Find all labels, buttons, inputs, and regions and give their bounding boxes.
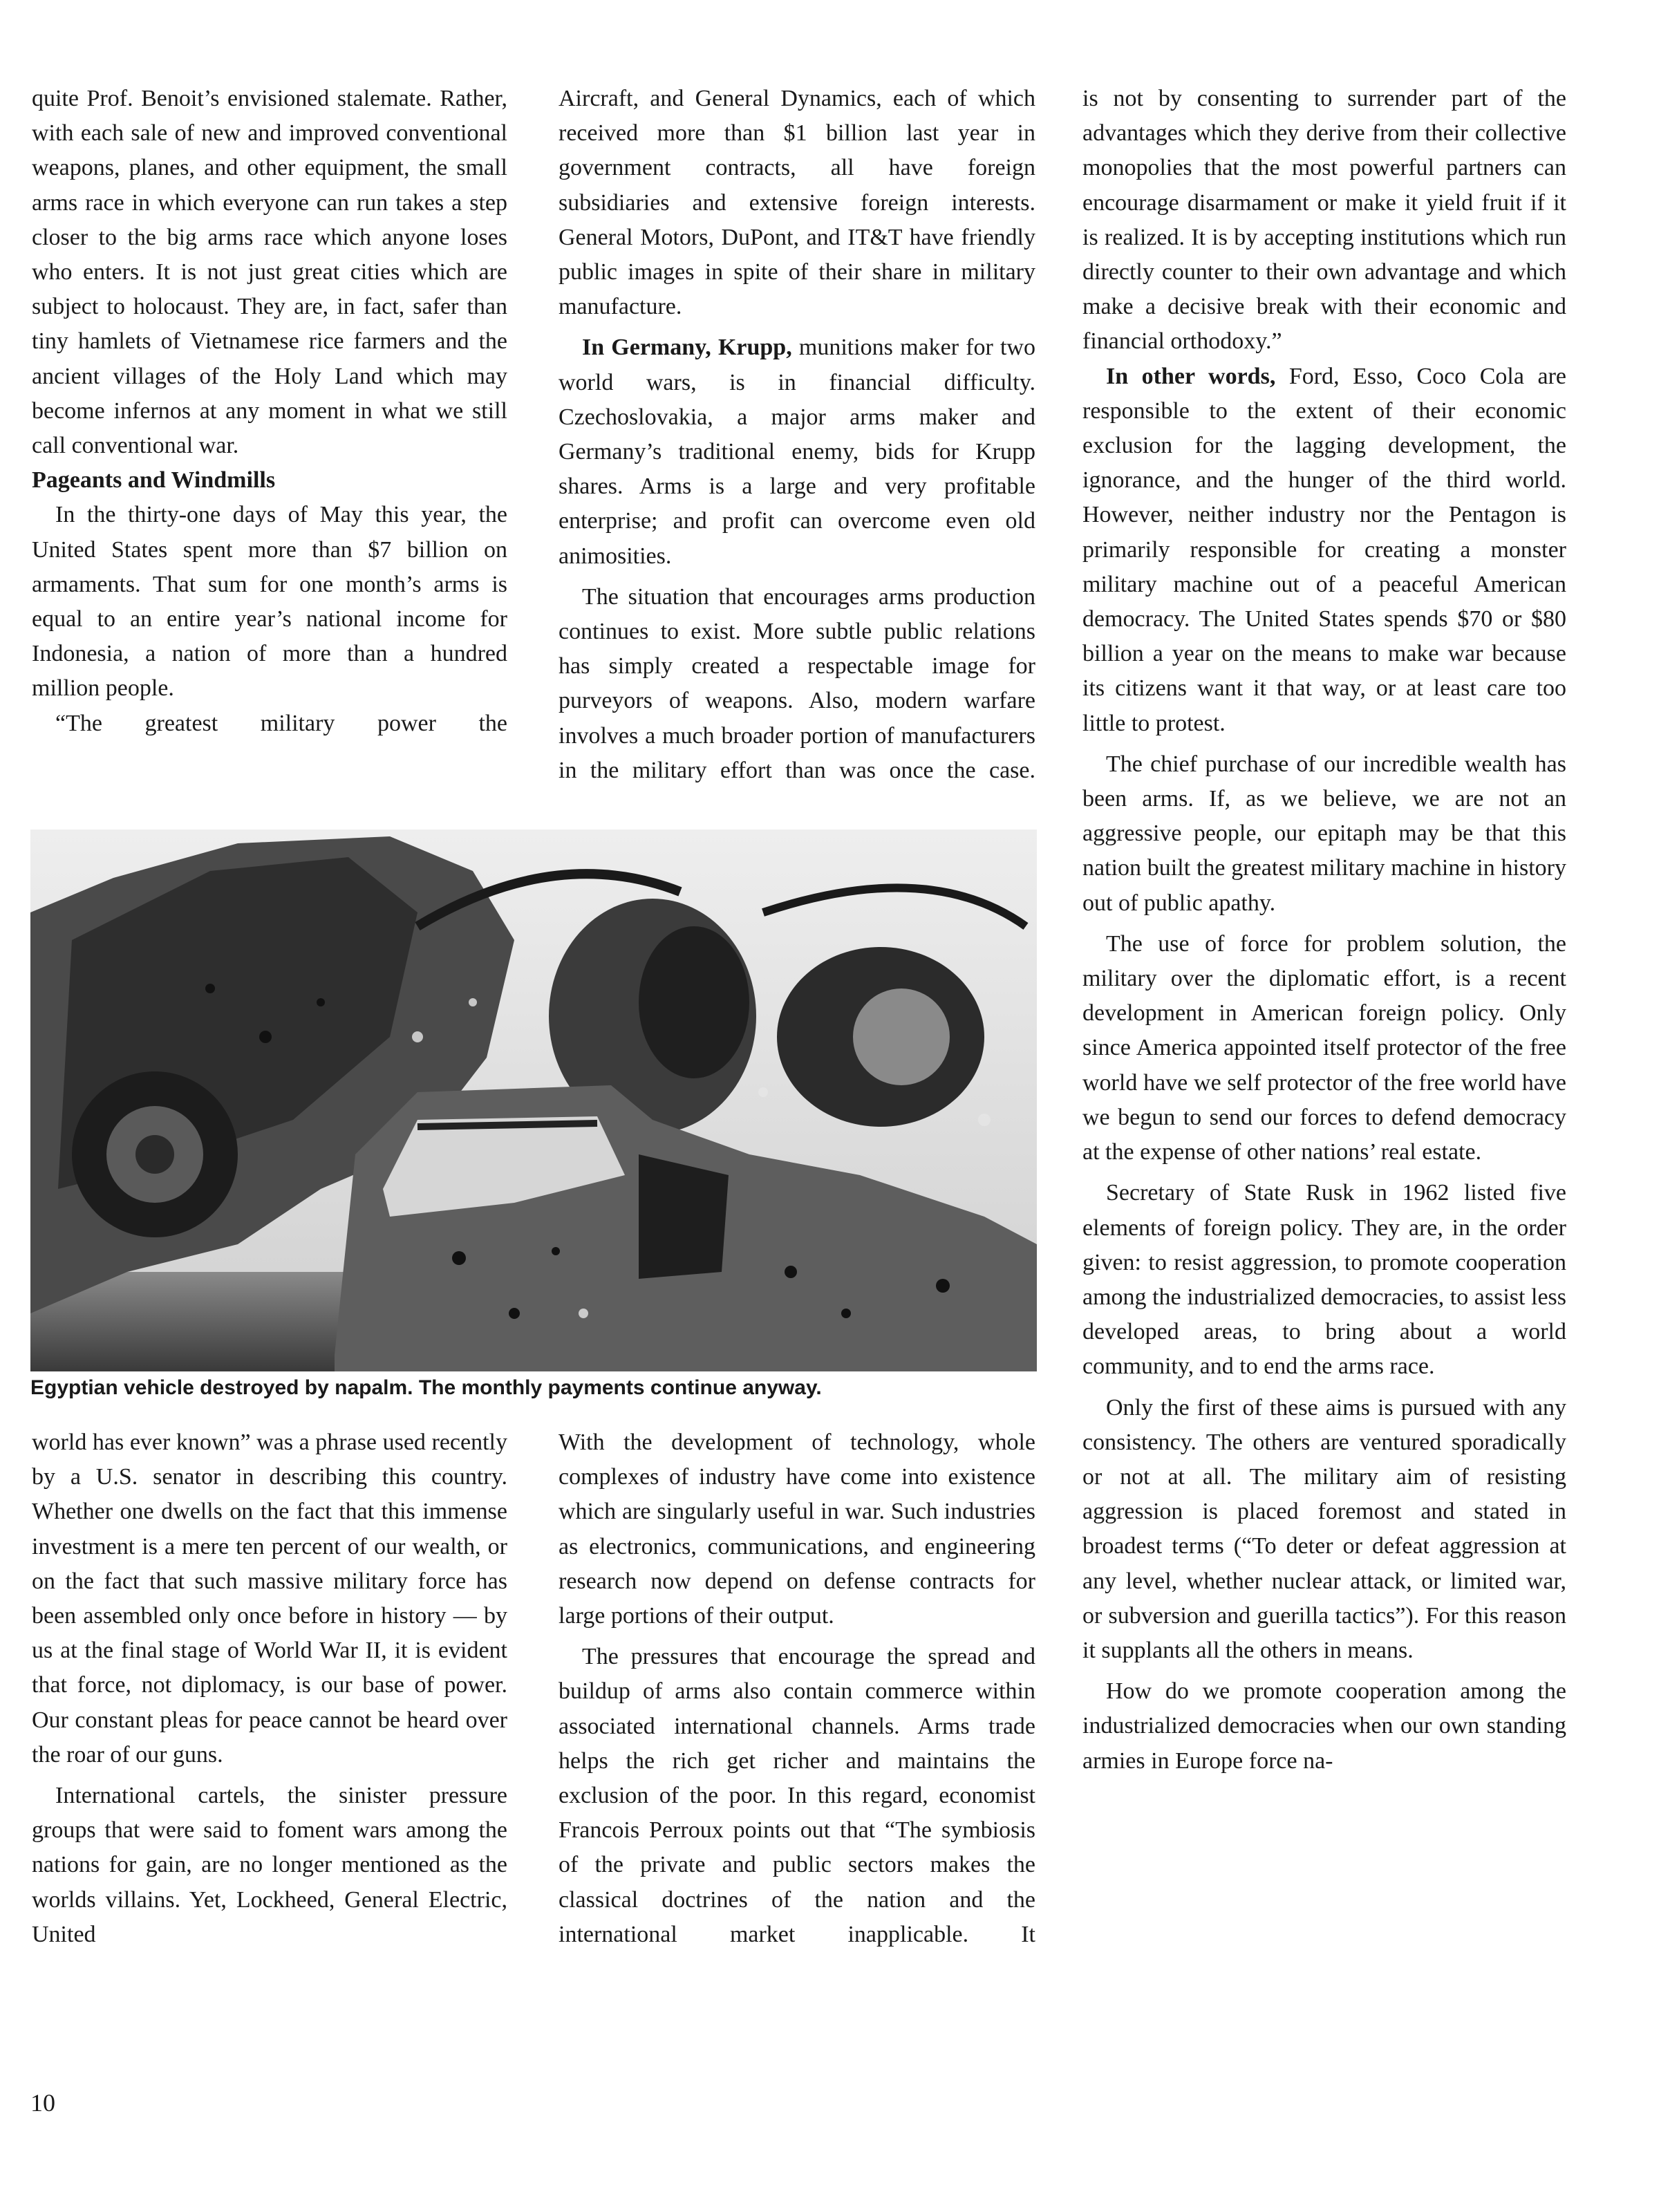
paragraph: Secretary of State Rusk in 1962 listed five elements of foreign policy. They are, in the order given: to resist aggression, to promote cooperation among the industrialized democracies, to assist less developed areas, to bring about a world community, and to end the arms race. [1082,1180,1566,1380]
paragraph: Aircraft, and General Dynamics, each of which received more than $1 billion last year in government contracts, all have foreign subsidiaries and extensive foreign interests. General Motors, DuPont, and IT&T have friendly public images in spite of their share in military manufacture. [559,86,1035,320]
section-subhead: Pageants and Windmills [32,467,276,494]
paragraph-lead-in: In Germany, Krupp, [582,335,792,361]
paragraph: “The greatest military power the [55,710,507,736]
paragraph [1082,359,1566,741]
paragraph: Only the first of these aims is pursued with any consistency. The others are ventured sporadically or not at all. The military aim of resisting aggression is placed foremost and stated in broadest terms (“To deter or defeat aggression at any level, whether nuclear attack, or limited war, or subversion and guerilla tactics”). For this reason it supplants all the others in means. [1082,1394,1566,1663]
paragraph-lead-in: In other words, [1106,363,1276,389]
paragraph: In the thirty-one days of May this year, the United States spent more than $7 billion on armaments. That sum for one month’s arms is equal to an entire year’s national income for Indonesia, a nation of more than a hundred million people. [32,502,507,702]
paragraph: The situation that encourages arms production continues to exist. More subtle public relations has simply created a respectable image for purveyors of weapons. Also, modern warfare involves a much broader portion of manufacturers in the military effort than was once the case. [559,583,1035,783]
column-1-top [32,82,507,741]
paragraph-body: Ford, Esso, Coco Cola are responsible to the extent of their economic exclusion for the lagging development, the ignorance, and the hunger of the third world. However, neither industry nor the Pentagon is primarily responsible for creating a monster military machine out of a peaceful American democracy. The United States spends $70 or $80 billion a year on the means to make war because its citizens want it that way, or at least care too little to protest. [1082,363,1567,736]
paragraph: is not by consenting to surrender part of the advantages which they derive from their collective monopolies that the most powerful partners can encourage disarmament or make it yield fruit if it is realized. It is by accepting institutions which run directly counter to their own advantage and which make a decisive break with their economic and financial orthodoxy.” [1082,86,1566,355]
paragraph: International cartels, the sinister pressure groups that were said to foment wars among the nations for gain, are no longer mentioned as the worlds villains. Yet, Lockheed, General Electric, United [32,1783,507,1947]
wreckage-illustration [30,830,1037,1371]
paragraph: The use of force for problem solution, the military over the diplomatic effort, is a recent development in American foreign policy. Only since America appointed itself protector of the free world have we self protector of the free world have we begun to send our forces to defend democracy at the expense of other nations’ real estate. [1082,930,1566,1165]
column-2-top [559,82,1035,788]
paragraph: quite Prof. Benoit’s envisioned stalemate. Rather, with each sale of new and improved conventional weapons, planes, and other equipment, the small arms race in which everyone can run takes a step closer to the big arms race which anyone loses who enters. It is not just great cities which are subject to holocaust. They are, in fact, safer than tiny hamlets of Vietnamese rice farmers and the ancient villages of the Holy Land which may become infernos at any moment in what we still call conventional war. [32,86,507,459]
paragraph [559,330,1035,573]
photo-caption: Egyptian vehicle destroyed by napalm. The monthly payments continue anyway. [30,1376,822,1399]
column-3 [1082,82,1566,1779]
wrecked-vehicle-photo [30,830,1037,1371]
paragraph: world has ever known” was a phrase used recently by a U.S. senator in describing this country. Whether one dwells on the fact that this immense investment is a mere ten percent of our wealth, or on the fact that such massive military force has been assembled only once before in history — by us at the final stage of World War II, it is evident that force, not diplomacy, is our base of power. Our constant pleas for peace cannot be heard over the roar of our guns. [32,1430,507,1768]
column-1-bottom [32,1425,507,1952]
paragraph: How do we promote cooperation among the industrialized democracies when our own standing armies in Europe force na- [1082,1678,1566,1774]
paragraph: The chief purchase of our incredible wealth has been arms. If, as we believe, we are not an aggressive people, our epitaph may be that this nation built the greatest military machine in history out of public apathy. [1082,751,1566,916]
paragraph-body: munitions maker for two world wars, is in financial difficulty. Czechoslovakia, a major arms maker and Germany’s traditional enemy, bids for Krupp shares. Arms is a large and very profitable enterprise; and profit can overcome even old animosities. [559,335,1035,569]
paragraph: The pressures that encourage the spread and buildup of arms also contain commerce within associated international channels. Arms trade helps the rich get richer and maintains the exclusion of the poor. In this regard, economist Francois Perroux points out that “The symbiosis of the private and public sectors makes the classical doctrines of the nation and the international market inapplicable. It [559,1644,1035,1947]
paragraph: With the development of technology, whole complexes of industry have come into existence which are singularly useful in war. Such industries as electronics, communications, and engineering research now depend on defense contracts for large portions of their output. [559,1430,1035,1629]
page-number: 10 [30,2089,55,2117]
column-2-bottom [559,1425,1035,1952]
